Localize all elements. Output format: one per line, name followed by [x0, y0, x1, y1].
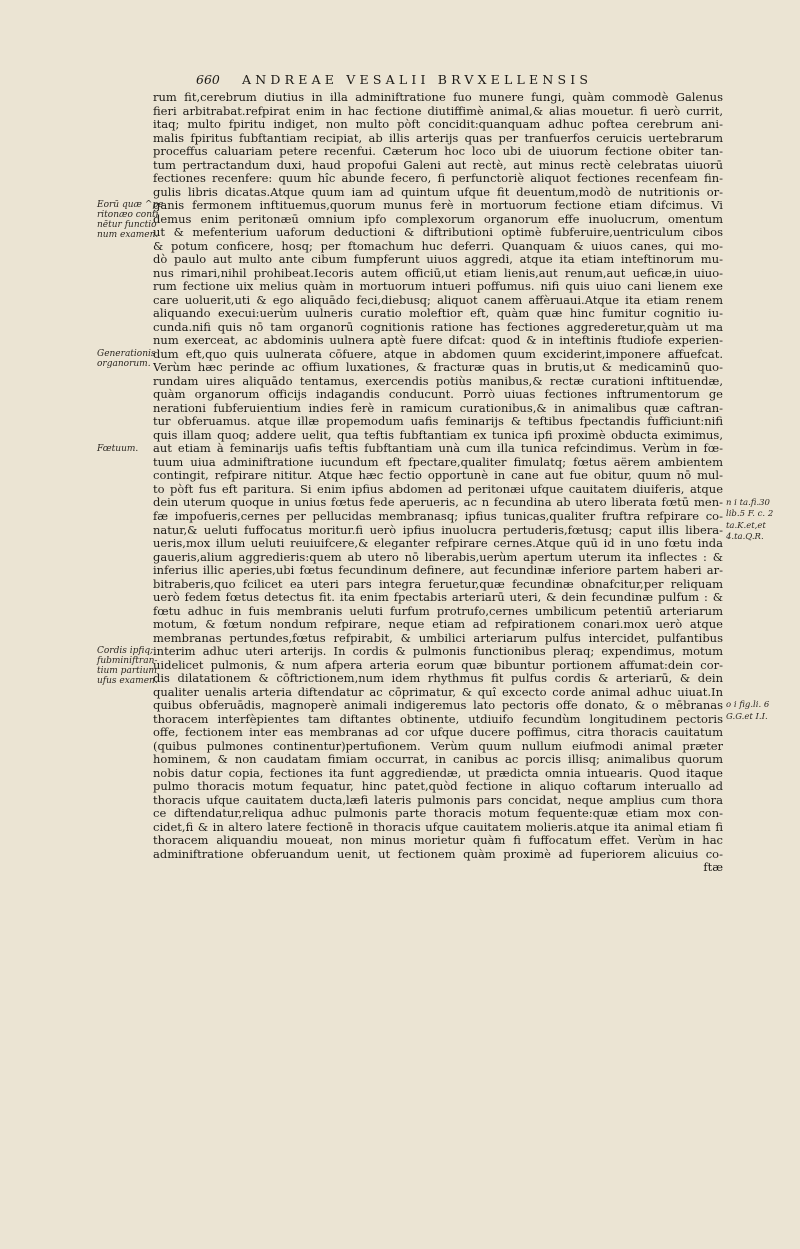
text-line: nobis datur copia, fectiones ita funt aggrediendæ, ut prædicta omnia intuearis. Quod itaque: [153, 766, 723, 780]
running-title: ANDREAE VESALII BRVXELLENSIS: [242, 72, 593, 87]
margin-note-line: Cordis ipfiq;: [97, 646, 154, 657]
text-line: care uoluerit,uti & ego aliquādo feci,diebusq; aliquot canem affèruaui.Atque ita etiam renem: [153, 293, 723, 307]
margin-note-line: organorum.: [97, 358, 151, 369]
text-line: fectiones recenfere: quum hîc abunde fecero, fi perfunctoriè aliquot fectiones recenfeam fin-: [153, 172, 723, 186]
text-line: tur obferuamus. atque illæ propemodum uafis feminarijs & teftibus fpectandis fufficiunt:nifi: [153, 415, 723, 429]
margin-note-line: n i ta.fi.30: [726, 497, 770, 508]
text-line: tuum uiua adminiftratione iucundum eft fpectare,qualiter fimulatq; fœtus aërem ambientem: [153, 455, 723, 469]
text-line: aut etiam à feminarijs uafis teftis fubftantiam unà cum illa tunica refcindimus. Verùm in fœ-: [153, 442, 723, 456]
text-line: thoracem interfèpientes tam diftantes obtinente, utdiuifo fecundùm longitudinem pectoris: [153, 712, 723, 726]
text-line: nerationi fubferuientium indies ferè in ramicum curationibus,& in animalibus quæ caftran-: [153, 401, 723, 415]
text-line: ueris,mox illum ueluti reuiuifcere,& eleganter refpirare cernes.Atque quū id in uno fœtu inda: [153, 537, 723, 551]
margin-note-figure-ref: [726, 498, 790, 544]
text-line: membranas pertundes,fœtus refpirabit, & umbilici arteriarum pulfus intercidet, pulfantibus: [153, 631, 723, 645]
text-line: tum pertractandum duxi, haud propofui Galeni aut rectè, aut minus rectè celebratas uiuorū: [153, 158, 723, 172]
text-line: thoracis ufque cauitatem ducta,læfi lateris pulmonis pars concidat, neque amplius cum thora: [153, 793, 723, 807]
text-line: dein uterum quoque in unius fœtus fede aperueris, ac n fecundina ab utero liberata fœtū men-: [153, 496, 723, 510]
margin-note-generation: [97, 348, 156, 369]
text-line: thoracem aliquandiu moueat, non minus morietur quàm fi fuffocatum effet. Verùm in hac: [153, 834, 723, 848]
text-line: to pòft fus eft paritura. Si enim ipfius abdomen ad peritonæi ufque cauitatem diuiferis, atque: [153, 482, 723, 496]
text-line: hominem, & non caudatam fimiam occurrat, in canibus ac porcis illisq; animalibus quorum: [153, 753, 723, 767]
margin-note-line: fubminiftran-: [97, 656, 158, 667]
margin-note-cordis: [97, 646, 158, 687]
margin-note-line: num examen.: [97, 230, 159, 241]
text-line: fæ impofueris,cernes per pellucidas membranasq; ipfius tunicas,qualiter fruftra refpirare co-: [153, 509, 723, 523]
text-line: uerò fedem fœtus detectus fit. ita enim fpectabis arteriarū uteri, & dein fecundinæ pulfum : &: [153, 591, 723, 605]
text-line: inferius illic aperies,ubi fœtus fecundinum definere, aut fecundinæ inferiore partem haberi ar-: [153, 564, 723, 578]
text-line: fieri arbitrabat.refpirat enim in hac fectione diutiffimè animal,& alias mouetur. fi uerò currit,: [153, 104, 723, 118]
margin-note-line: ufus examen.: [97, 676, 158, 687]
text-line: ut & mefenterium uaforum deductioni & diftributioni optimè fubferuire,uentriculum cibos: [153, 226, 723, 240]
text-line: proceffus caluariam petere recenfui. Cæterum hoc loco ubi de uiuorum fectione obiter tan-: [153, 145, 723, 159]
text-line: malis fpiritus fubftantiam recipiat, ab illis arterijs quas per tranfuerfos ceruicis uertebrarum: [153, 131, 723, 145]
text-line: rum fit,cerebrum diutius in illa adminiftratione fuo munere fungi, quàm commodè Galenus: [153, 91, 723, 104]
margin-note-peritoneum: [97, 200, 164, 241]
margin-note-line: ta.K.et,et: [726, 520, 766, 531]
text-line: quis illam quoq; addere uelit, qua teftis fubftantiam ex tunica ipfi proximè obducta eximimus,: [153, 428, 723, 442]
text-line: cunda.nifi quis nō tam organorū cognitionis ratione has fectiones aggrederetur,quàm ut ma: [153, 320, 723, 334]
text-line: demus enim peritonæū omnium ipfo complexorum organorum effe inuolucrum, omentum: [153, 212, 723, 226]
margin-note-line: ritonæo conti: [97, 210, 159, 221]
text-line: fœtu adhuc in fuis membranis ueluti furfum protrufo,cernes umbilicum petentiū arteriarum: [153, 604, 723, 618]
text-line: ftæ: [703, 861, 723, 875]
text-line: ce diftendatur,reliqua adhuc pulmonis parte thoracis motum fequente:quæ etiam mox con-: [153, 807, 723, 821]
text-line: adminiftratione obferuandum uenit, ut fectionem quàm proximè ad fuperiorem alicuius co-: [153, 847, 723, 861]
text-line: interim adhuc uteri arterijs. In cordis & pulmonis functionibus pleraq; expendimus, motum: [153, 645, 723, 659]
text-line: dò paulo aut multo ante cibum fumpferunt uiuos aggredi, atque ita etiam inteftinorum mu-: [153, 253, 723, 267]
text-line: rundam uires aliquādo tentamus, exercendis potiùs manibus,& rectæ curationi inftituendæ,: [153, 374, 723, 388]
text-line: gaueris,alium aggredieris:quem ab utero nō liberabis,uerùm apertum uterum ita inflectes : &: [153, 550, 723, 564]
page-number: 660: [196, 72, 220, 87]
margin-note-line: Eorū quæ ^pe: [97, 200, 164, 211]
margin-note-line: o i fig.li. 6: [726, 700, 770, 711]
text-line: uidelicet pulmonis, & num afpera arteria eorum quæ bibuntur portionem affumat:dein cor-: [153, 658, 723, 672]
text-line: dum eft,quo quis uulnerata cōfuere, atque in abdomen quum exciderint,imponere affuefcat.: [153, 347, 723, 361]
text-line: contingit, refpirare nititur. Atque hæc fectio opportunè in cane aut fue obitur, quum nō mul-: [153, 469, 723, 483]
text-line: ganis fermonem inftituemus,quorum munus ferè in mortuorum fectione etiam difcimus. Vi: [153, 199, 723, 213]
text-line: aliquando execui:uerùm uulneris curatio moleftior eft, quàm quæ hinc fumitur cognitio iu-: [153, 307, 723, 321]
text-line: itaq; multo fpiritu indiget, non multo pòft concidit:quanquam adhuc poftea cerebrum ani-: [153, 118, 723, 132]
margin-note-line: G.G.et I.I.: [726, 711, 768, 722]
text-line: quàm organorum officijs indagandis conducunt. Porrò uiuas fectiones inftrumentorum ge: [153, 388, 723, 402]
margin-note-line: tium partium: [97, 666, 157, 677]
running-header: [196, 72, 716, 90]
text-line: dis dilatationem & cōftrictionem,num idem rhythmus fit pulfus cordis & arteriarū, & dein: [153, 672, 723, 686]
text-line: nus rimari,nihil prohibeat.Iecoris autem officiū,ut etiam lienis,aut renum,aut ueficæ,in uiuo-: [153, 266, 723, 280]
margin-note-line: 4.ta.Q.R.: [726, 532, 764, 543]
main-text-block: [153, 91, 723, 875]
text-line: (quibus pulmones continentur)pertufionem. Verùm quum nullum eiufmodi animal præter: [153, 739, 723, 753]
margin-note-foetuum: [97, 444, 152, 454]
text-line: Verùm hæc perinde ac offium luxationes, & fracturæ quas in brutis,ut & medicaminū quo-: [153, 361, 723, 375]
text-line: gulis libris dicatas.Atque quum iam ad quintum ufque fit deuentum,modò de nutritionis or-: [153, 185, 723, 199]
text-line: num exerceat, ac abdominis uulnera aptè fuere difcat: quod & in inteftinis ftudiofe experien-: [153, 334, 723, 348]
text-line: offe, fectionem inter eas membranas ad cor ufque ducere poffimus, citra thoracis cauitatum: [153, 726, 723, 740]
text-line: rum fectione uix melius quàm in mortuorum intueri poffumus. nifi quis uiuo cani lienem exe: [153, 280, 723, 294]
text-line: & potum conficere, hosq; per ftomachum huc deferri. Quanquam & uiuos canes, qui mo-: [153, 239, 723, 253]
text-line: motum, & fœtum nondum refpirare, neque etiam ad refpirationem conari.mox uerò atque: [153, 618, 723, 632]
text-line: natur,& ueluti fuffocatus moritur.fi uerò ipfius inuolucra pertuderis,fœtusq; caput illis libera-: [153, 523, 723, 537]
margin-note-line: Fœtuum.: [97, 443, 139, 454]
text-line: quibus obferuādis, magnoperè animali indigeremus lato pectoris offe donato, & o mēbranas: [153, 699, 723, 713]
text-line: cidet,fi & in altero latere fectionē in thoracis ufque cauitatem molieris.atque ita animal etiam fi: [153, 820, 723, 834]
margin-note-figure-ref-2: [726, 700, 790, 723]
text-line: qualiter uenalis arteria diftendatur ac cōprimatur, & quî excecto corde animal adhuc uiuat.In: [153, 685, 723, 699]
margin-note-line: lib.5 F. c. 2: [726, 509, 774, 520]
text-line: pulmo thoracis motum fequatur, hinc patet,quòd fectione in aliquo coftarum interuallo ad: [153, 780, 723, 794]
text-line: bitraberis,quo fcilicet ea uteri pars integra feruetur,quæ fecundinæ obnafcitur,per reliquam: [153, 577, 723, 591]
margin-note-line: Generationis: [97, 348, 156, 359]
margin-note-line: nētur functio: [97, 220, 157, 231]
